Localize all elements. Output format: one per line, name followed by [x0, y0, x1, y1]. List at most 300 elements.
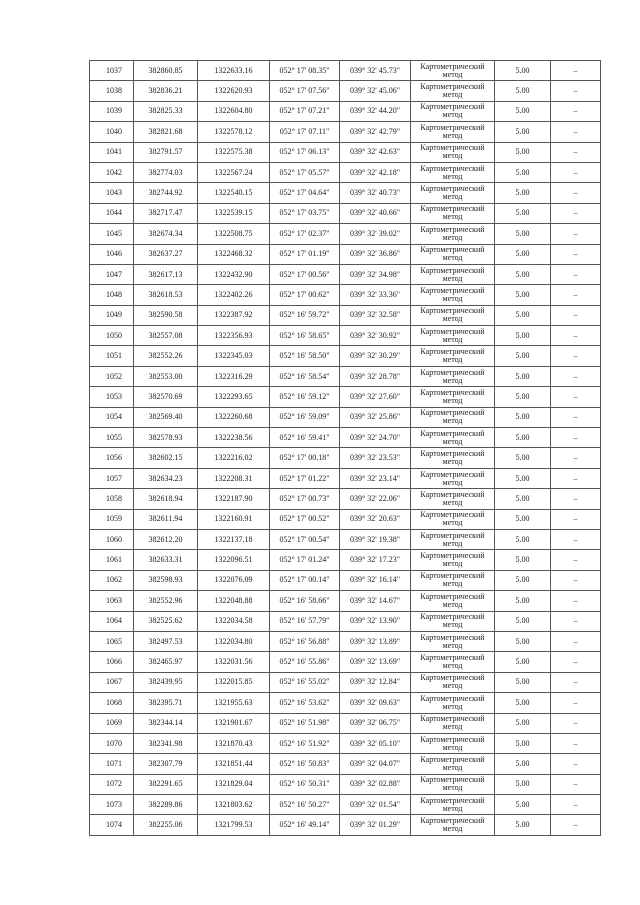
cell-method: Картометрический метод: [411, 815, 495, 835]
cell-point-number: 1051: [90, 346, 134, 366]
cell-longitude: 039° 32' 36.86": [340, 244, 411, 264]
cell-y-coordinate: 1322316.29: [198, 366, 270, 386]
cell-longitude: 039° 32' 06.75": [340, 713, 411, 733]
cell-point-number: 1038: [90, 81, 134, 101]
cell-x-coordinate: 382289.86: [134, 795, 198, 815]
cell-x-coordinate: 382552.26: [134, 346, 198, 366]
cell-accuracy: 5.00: [495, 407, 551, 427]
cell-method: Картометрический метод: [411, 81, 495, 101]
cell-longitude: 039° 32' 17.23": [340, 550, 411, 570]
cell-latitude: 052° 16' 49.14": [270, 815, 340, 835]
cell-latitude: 052° 16' 50.83": [270, 754, 340, 774]
cell-accuracy: 5.00: [495, 285, 551, 305]
cell-y-coordinate: 1322508.75: [198, 224, 270, 244]
cell-accuracy: 5.00: [495, 672, 551, 692]
cell-latitude: 052° 17' 00.18": [270, 448, 340, 468]
cell-x-coordinate: 382617.13: [134, 264, 198, 284]
cell-y-coordinate: 1322015.85: [198, 672, 270, 692]
cell-y-coordinate: 1322160.91: [198, 509, 270, 529]
cell-y-coordinate: 1322216.02: [198, 448, 270, 468]
cell-latitude: 052° 16' 51.92": [270, 733, 340, 753]
cell-point-number: 1044: [90, 203, 134, 223]
table-row: [90, 162, 601, 182]
cell-method: Картометрический метод: [411, 285, 495, 305]
cell-accuracy: 5.00: [495, 591, 551, 611]
cell-x-coordinate: 382717.47: [134, 203, 198, 223]
cell-note: –: [551, 631, 601, 651]
table-row: [90, 428, 601, 448]
coordinates-table-body: [90, 61, 601, 836]
cell-latitude: 052° 16' 58.50": [270, 346, 340, 366]
cell-y-coordinate: 1321799.53: [198, 815, 270, 835]
cell-point-number: 1046: [90, 244, 134, 264]
table-row: [90, 183, 601, 203]
cell-method: Картометрический метод: [411, 611, 495, 631]
cell-latitude: 052° 16' 55.02": [270, 672, 340, 692]
cell-latitude: 052° 17' 03.75": [270, 203, 340, 223]
cell-latitude: 052° 17' 07.56": [270, 81, 340, 101]
cell-accuracy: 5.00: [495, 81, 551, 101]
cell-note: –: [551, 693, 601, 713]
cell-note: –: [551, 224, 601, 244]
cell-y-coordinate: 1322034.58: [198, 611, 270, 631]
cell-method: Картометрический метод: [411, 346, 495, 366]
cell-accuracy: 5.00: [495, 366, 551, 386]
cell-method: Картометрический метод: [411, 795, 495, 815]
cell-method: Картометрический метод: [411, 591, 495, 611]
cell-x-coordinate: 382465.97: [134, 652, 198, 672]
table-row: [90, 570, 601, 590]
cell-latitude: 052° 16' 50.27": [270, 795, 340, 815]
cell-y-coordinate: 1322031.56: [198, 652, 270, 672]
cell-accuracy: 5.00: [495, 264, 551, 284]
cell-longitude: 039° 32' 19.38": [340, 529, 411, 549]
cell-latitude: 052° 16' 58.54": [270, 366, 340, 386]
cell-x-coordinate: 382344.14: [134, 713, 198, 733]
cell-y-coordinate: 1322633.16: [198, 61, 270, 81]
cell-latitude: 052° 17' 00.52": [270, 509, 340, 529]
cell-latitude: 052° 17' 00.62": [270, 285, 340, 305]
cell-note: –: [551, 407, 601, 427]
table-row: [90, 754, 601, 774]
cell-latitude: 052° 16' 59.12": [270, 387, 340, 407]
table-row: [90, 815, 601, 835]
cell-accuracy: 5.00: [495, 795, 551, 815]
cell-accuracy: 5.00: [495, 509, 551, 529]
cell-note: –: [551, 162, 601, 182]
cell-longitude: 039° 32' 12.84": [340, 672, 411, 692]
cell-x-coordinate: 382552.96: [134, 591, 198, 611]
cell-accuracy: 5.00: [495, 570, 551, 590]
cell-point-number: 1068: [90, 693, 134, 713]
cell-longitude: 039° 32' 39.02": [340, 224, 411, 244]
cell-note: –: [551, 570, 601, 590]
cell-y-coordinate: 1322096.51: [198, 550, 270, 570]
cell-accuracy: 5.00: [495, 754, 551, 774]
cell-note: –: [551, 305, 601, 325]
cell-longitude: 039° 32' 16.14": [340, 570, 411, 590]
cell-x-coordinate: 382744.92: [134, 183, 198, 203]
cell-method: Картометрический метод: [411, 713, 495, 733]
cell-y-coordinate: 1322539.15: [198, 203, 270, 223]
cell-longitude: 039° 32' 09.63": [340, 693, 411, 713]
table-row: [90, 122, 601, 142]
cell-method: Картометрический метод: [411, 264, 495, 284]
cell-method: Картометрический метод: [411, 754, 495, 774]
table-row: [90, 407, 601, 427]
cell-latitude: 052° 16' 58.65": [270, 326, 340, 346]
cell-accuracy: 5.00: [495, 61, 551, 81]
cell-point-number: 1047: [90, 264, 134, 284]
cell-y-coordinate: 1322208.31: [198, 468, 270, 488]
cell-longitude: 039° 32' 45.06": [340, 81, 411, 101]
cell-latitude: 052° 16' 55.86": [270, 652, 340, 672]
table-row: [90, 224, 601, 244]
cell-longitude: 039° 32' 30.92": [340, 326, 411, 346]
cell-point-number: 1069: [90, 713, 134, 733]
cell-method: Картометрический метод: [411, 428, 495, 448]
cell-latitude: 052° 17' 05.57": [270, 162, 340, 182]
cell-x-coordinate: 382570.69: [134, 387, 198, 407]
table-row: [90, 326, 601, 346]
table-row: [90, 713, 601, 733]
cell-note: –: [551, 591, 601, 611]
table-row: [90, 631, 601, 651]
cell-x-coordinate: 382255.06: [134, 815, 198, 835]
cell-x-coordinate: 382602.15: [134, 448, 198, 468]
cell-longitude: 039° 32' 01.29": [340, 815, 411, 835]
cell-method: Картометрический метод: [411, 774, 495, 794]
cell-latitude: 052° 16' 59.09": [270, 407, 340, 427]
cell-accuracy: 5.00: [495, 611, 551, 631]
cell-accuracy: 5.00: [495, 428, 551, 448]
cell-y-coordinate: 1322345.03: [198, 346, 270, 366]
cell-note: –: [551, 61, 601, 81]
cell-method: Картометрический метод: [411, 122, 495, 142]
cell-note: –: [551, 448, 601, 468]
table-row: [90, 285, 601, 305]
cell-point-number: 1066: [90, 652, 134, 672]
cell-note: –: [551, 387, 601, 407]
table-row: [90, 774, 601, 794]
cell-point-number: 1053: [90, 387, 134, 407]
cell-latitude: 052° 17' 02.37": [270, 224, 340, 244]
cell-method: Картометрический метод: [411, 570, 495, 590]
cell-latitude: 052° 17' 00.73": [270, 489, 340, 509]
cell-longitude: 039° 32' 25.86": [340, 407, 411, 427]
cell-y-coordinate: 1322604.80: [198, 101, 270, 121]
cell-accuracy: 5.00: [495, 224, 551, 244]
cell-longitude: 039° 32' 42.18": [340, 162, 411, 182]
cell-method: Картометрический метод: [411, 244, 495, 264]
cell-latitude: 052° 17' 04.64": [270, 183, 340, 203]
cell-point-number: 1040: [90, 122, 134, 142]
cell-method: Картометрический метод: [411, 183, 495, 203]
cell-x-coordinate: 382598.93: [134, 570, 198, 590]
cell-note: –: [551, 611, 601, 631]
cell-method: Картометрический метод: [411, 203, 495, 223]
cell-longitude: 039° 32' 22.06": [340, 489, 411, 509]
cell-method: Картометрический метод: [411, 529, 495, 549]
cell-longitude: 039° 32' 24.70": [340, 428, 411, 448]
cell-y-coordinate: 1322048.88: [198, 591, 270, 611]
cell-note: –: [551, 142, 601, 162]
cell-note: –: [551, 326, 601, 346]
cell-point-number: 1043: [90, 183, 134, 203]
cell-point-number: 1064: [90, 611, 134, 631]
cell-latitude: 052° 16' 50.31": [270, 774, 340, 794]
cell-note: –: [551, 285, 601, 305]
cell-longitude: 039° 32' 40.66": [340, 203, 411, 223]
cell-point-number: 1063: [90, 591, 134, 611]
cell-y-coordinate: 1321955.63: [198, 693, 270, 713]
cell-x-coordinate: 382497.53: [134, 631, 198, 651]
cell-longitude: 039° 32' 04.07": [340, 754, 411, 774]
cell-method: Картометрический метод: [411, 652, 495, 672]
cell-point-number: 1057: [90, 468, 134, 488]
table-row: [90, 611, 601, 631]
cell-note: –: [551, 346, 601, 366]
cell-latitude: 052° 17' 08.35": [270, 61, 340, 81]
cell-latitude: 052° 17' 01.24": [270, 550, 340, 570]
cell-method: Картометрический метод: [411, 387, 495, 407]
cell-y-coordinate: 1321803.62: [198, 795, 270, 815]
cell-method: Картометрический метод: [411, 509, 495, 529]
cell-method: Картометрический метод: [411, 142, 495, 162]
cell-y-coordinate: 1322137.18: [198, 529, 270, 549]
cell-x-coordinate: 382860.85: [134, 61, 198, 81]
cell-point-number: 1055: [90, 428, 134, 448]
cell-x-coordinate: 382291.65: [134, 774, 198, 794]
cell-x-coordinate: 382774.03: [134, 162, 198, 182]
table-row: [90, 346, 601, 366]
cell-note: –: [551, 468, 601, 488]
cell-x-coordinate: 382578.93: [134, 428, 198, 448]
cell-latitude: 052° 16' 51.98": [270, 713, 340, 733]
cell-point-number: 1067: [90, 672, 134, 692]
cell-latitude: 052° 16' 53.62": [270, 693, 340, 713]
cell-y-coordinate: 1322238.56: [198, 428, 270, 448]
cell-method: Картометрический метод: [411, 631, 495, 651]
cell-point-number: 1039: [90, 101, 134, 121]
cell-y-coordinate: 1321829.04: [198, 774, 270, 794]
cell-longitude: 039° 32' 28.78": [340, 366, 411, 386]
cell-method: Картометрический метод: [411, 326, 495, 346]
cell-x-coordinate: 382612.20: [134, 529, 198, 549]
table-row: [90, 693, 601, 713]
cell-accuracy: 5.00: [495, 468, 551, 488]
cell-latitude: 052° 17' 01.22": [270, 468, 340, 488]
cell-y-coordinate: 1321851.44: [198, 754, 270, 774]
cell-method: Картометрический метод: [411, 550, 495, 570]
cell-point-number: 1061: [90, 550, 134, 570]
cell-x-coordinate: 382674.34: [134, 224, 198, 244]
cell-point-number: 1048: [90, 285, 134, 305]
cell-accuracy: 5.00: [495, 346, 551, 366]
cell-latitude: 052° 16' 59.72": [270, 305, 340, 325]
cell-accuracy: 5.00: [495, 101, 551, 121]
cell-y-coordinate: 1322468.32: [198, 244, 270, 264]
cell-point-number: 1041: [90, 142, 134, 162]
cell-note: –: [551, 101, 601, 121]
cell-longitude: 039° 32' 13.89": [340, 631, 411, 651]
cell-point-number: 1045: [90, 224, 134, 244]
cell-note: –: [551, 366, 601, 386]
cell-y-coordinate: 1322293.65: [198, 387, 270, 407]
cell-x-coordinate: 382341.98: [134, 733, 198, 753]
cell-x-coordinate: 382618.53: [134, 285, 198, 305]
cell-latitude: 052° 16' 58.66": [270, 591, 340, 611]
cell-note: –: [551, 428, 601, 448]
cell-x-coordinate: 382307.79: [134, 754, 198, 774]
cell-latitude: 052° 16' 57.79": [270, 611, 340, 631]
cell-note: –: [551, 815, 601, 835]
table-row: [90, 652, 601, 672]
cell-y-coordinate: 1322567.24: [198, 162, 270, 182]
cell-accuracy: 5.00: [495, 305, 551, 325]
cell-x-coordinate: 382836.21: [134, 81, 198, 101]
cell-method: Картометрический метод: [411, 61, 495, 81]
cell-accuracy: 5.00: [495, 203, 551, 223]
cell-accuracy: 5.00: [495, 631, 551, 651]
cell-y-coordinate: 1322578.12: [198, 122, 270, 142]
table-row: [90, 529, 601, 549]
cell-method: Картометрический метод: [411, 672, 495, 692]
cell-note: –: [551, 795, 601, 815]
coordinates-table: [89, 60, 601, 836]
cell-x-coordinate: 382825.33: [134, 101, 198, 121]
cell-point-number: 1042: [90, 162, 134, 182]
cell-longitude: 039° 32' 42.79": [340, 122, 411, 142]
cell-y-coordinate: 1322034.80: [198, 631, 270, 651]
cell-method: Картометрический метод: [411, 101, 495, 121]
cell-method: Картометрический метод: [411, 448, 495, 468]
cell-latitude: 052° 17' 00.56": [270, 264, 340, 284]
cell-method: Картометрический метод: [411, 366, 495, 386]
cell-accuracy: 5.00: [495, 122, 551, 142]
cell-latitude: 052° 17' 07.21": [270, 101, 340, 121]
cell-accuracy: 5.00: [495, 244, 551, 264]
cell-accuracy: 5.00: [495, 815, 551, 835]
cell-longitude: 039° 32' 05.10": [340, 733, 411, 753]
cell-x-coordinate: 382590.58: [134, 305, 198, 325]
cell-accuracy: 5.00: [495, 326, 551, 346]
cell-accuracy: 5.00: [495, 774, 551, 794]
cell-method: Картометрический метод: [411, 224, 495, 244]
cell-x-coordinate: 382637.27: [134, 244, 198, 264]
cell-y-coordinate: 1322402.26: [198, 285, 270, 305]
cell-x-coordinate: 382525.62: [134, 611, 198, 631]
cell-method: Картометрический метод: [411, 733, 495, 753]
cell-note: –: [551, 774, 601, 794]
cell-y-coordinate: 1321870.43: [198, 733, 270, 753]
table-row: [90, 795, 601, 815]
cell-note: –: [551, 509, 601, 529]
table-row: [90, 61, 601, 81]
cell-point-number: 1062: [90, 570, 134, 590]
cell-longitude: 039° 32' 01.54": [340, 795, 411, 815]
cell-accuracy: 5.00: [495, 448, 551, 468]
cell-method: Картометрический метод: [411, 693, 495, 713]
cell-y-coordinate: 1322356.93: [198, 326, 270, 346]
cell-longitude: 039° 32' 32.58": [340, 305, 411, 325]
cell-longitude: 039° 32' 34.98": [340, 264, 411, 284]
cell-longitude: 039° 32' 27.60": [340, 387, 411, 407]
cell-note: –: [551, 529, 601, 549]
cell-latitude: 052° 17' 01.19": [270, 244, 340, 264]
cell-latitude: 052° 17' 07.11": [270, 122, 340, 142]
cell-note: –: [551, 203, 601, 223]
cell-accuracy: 5.00: [495, 162, 551, 182]
cell-y-coordinate: 1322620.93: [198, 81, 270, 101]
cell-method: Картометрический метод: [411, 489, 495, 509]
cell-longitude: 039° 32' 33.36": [340, 285, 411, 305]
cell-longitude: 039° 32' 20.63": [340, 509, 411, 529]
table-row: [90, 448, 601, 468]
cell-longitude: 039° 32' 42.63": [340, 142, 411, 162]
cell-point-number: 1060: [90, 529, 134, 549]
cell-note: –: [551, 264, 601, 284]
cell-y-coordinate: 1321901.67: [198, 713, 270, 733]
cell-note: –: [551, 652, 601, 672]
cell-x-coordinate: 382634.23: [134, 468, 198, 488]
cell-note: –: [551, 733, 601, 753]
cell-x-coordinate: 382618.94: [134, 489, 198, 509]
cell-note: –: [551, 489, 601, 509]
cell-accuracy: 5.00: [495, 652, 551, 672]
table-row: [90, 591, 601, 611]
cell-note: –: [551, 122, 601, 142]
table-row: [90, 550, 601, 570]
cell-point-number: 1056: [90, 448, 134, 468]
cell-accuracy: 5.00: [495, 550, 551, 570]
table-row: [90, 244, 601, 264]
cell-y-coordinate: 1322575.38: [198, 142, 270, 162]
table-row: [90, 305, 601, 325]
cell-accuracy: 5.00: [495, 387, 551, 407]
cell-accuracy: 5.00: [495, 713, 551, 733]
cell-longitude: 039° 32' 23.53": [340, 448, 411, 468]
cell-x-coordinate: 382633.31: [134, 550, 198, 570]
cell-x-coordinate: 382569.40: [134, 407, 198, 427]
cell-longitude: 039° 32' 45.73": [340, 61, 411, 81]
cell-x-coordinate: 382395.71: [134, 693, 198, 713]
cell-accuracy: 5.00: [495, 733, 551, 753]
cell-latitude: 052° 17' 06.13": [270, 142, 340, 162]
table-row: [90, 489, 601, 509]
cell-x-coordinate: 382557.08: [134, 326, 198, 346]
cell-longitude: 039° 32' 14.67": [340, 591, 411, 611]
table-row: [90, 101, 601, 121]
cell-note: –: [551, 81, 601, 101]
cell-accuracy: 5.00: [495, 529, 551, 549]
cell-x-coordinate: 382611.94: [134, 509, 198, 529]
cell-point-number: 1050: [90, 326, 134, 346]
cell-point-number: 1037: [90, 61, 134, 81]
cell-y-coordinate: 1322187.90: [198, 489, 270, 509]
cell-point-number: 1054: [90, 407, 134, 427]
table-row: [90, 81, 601, 101]
cell-accuracy: 5.00: [495, 142, 551, 162]
cell-latitude: 052° 17' 00.14": [270, 570, 340, 590]
cell-point-number: 1049: [90, 305, 134, 325]
cell-note: –: [551, 183, 601, 203]
cell-longitude: 039° 32' 40.73": [340, 183, 411, 203]
cell-latitude: 052° 16' 56.88": [270, 631, 340, 651]
cell-longitude: 039° 32' 23.14": [340, 468, 411, 488]
cell-y-coordinate: 1322260.68: [198, 407, 270, 427]
table-row: [90, 366, 601, 386]
